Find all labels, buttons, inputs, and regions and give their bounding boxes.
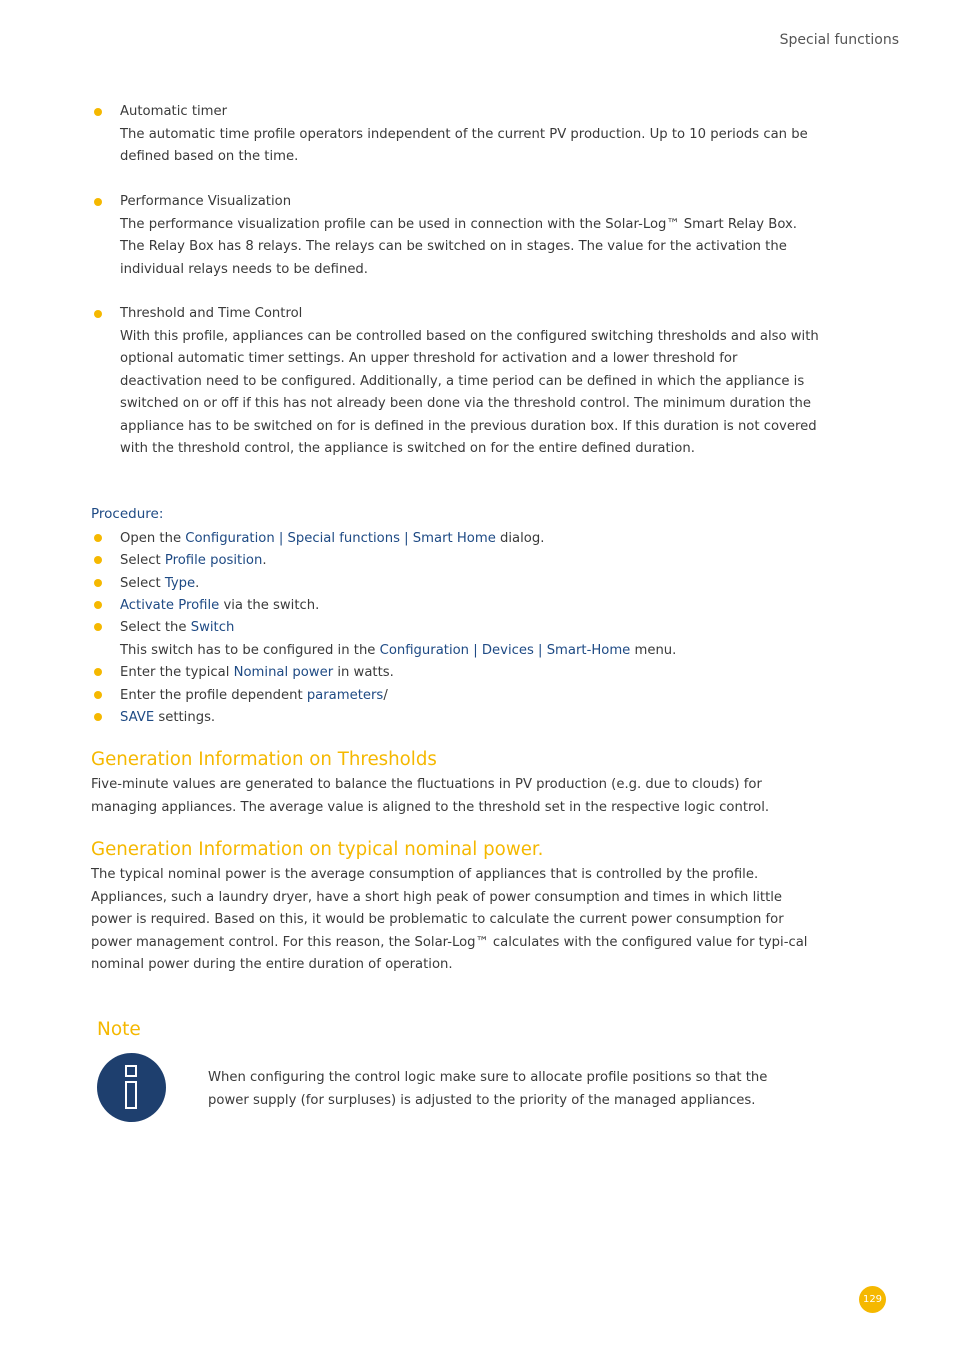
link-save[interactable]: SAVE <box>120 710 155 725</box>
heading-thresholds: Generation Information on Thresholds <box>91 749 437 770</box>
bullet-icon <box>94 713 102 721</box>
menu-separator: | <box>274 531 288 546</box>
step-text: Enter the profile dependent <box>120 688 307 703</box>
procedure-step-3 <box>120 575 199 593</box>
profile-title-threshold-time-control: Threshold and Time Control <box>120 306 303 321</box>
menu-link-smart-home[interactable]: Smart Home <box>412 531 496 546</box>
info-icon-dot <box>125 1065 137 1077</box>
profile-text-threshold-time-control: With this profile, appliances can be controlled based on the configured switching thresholds and also with optional automatic timer settings. An upper threshold for activation and a lower threshold for deactivation need to be configured. Additionally, a time period can be defined in which the appliance is switched on or off if this has not already been done via the threshold control. The minimum duration the appliance has to be switched on for is defined in the previous duration box. If this duration is not covered with the threshold control, the appliance is switched on for the entire defined duration. <box>120 329 819 457</box>
step-text: Select <box>120 576 165 591</box>
step-text: . <box>262 553 267 568</box>
bullet-icon <box>94 668 102 676</box>
note-text: When configuring the control logic make sure to allocate profile positions so that the power supply (for surpluses) is adjusted to the priority of the managed appliances. <box>208 1070 768 1108</box>
link-switch[interactable]: Switch <box>190 620 235 635</box>
nominal-power-text: The typical nominal power is the average consumption of appliances that is controlled by the profile. Appliances, such a laundry dryer, have a short high peak of power consumption and times in which little power is required. Based on this, it would be problematic to calculate the current power consumption for power management control. For this reason, the Solar-Log™ calculates with the configured value for typi-cal nominal power during the entire duration of operation. <box>91 867 808 972</box>
bullet-icon <box>94 310 102 318</box>
procedure-step-1 <box>120 530 544 548</box>
menu-separator: | <box>533 643 547 658</box>
procedure-step-4 <box>120 597 319 615</box>
menu-link-configuration[interactable]: Configuration <box>185 531 275 546</box>
note-title: Note <box>97 1019 141 1040</box>
profile-text-automatic-timer: The automatic time profile operators independent of the current PV production. Up to 10 periods can be defined based on the time. <box>120 127 808 165</box>
menu-link-configuration[interactable]: Configuration <box>379 643 470 658</box>
step-text: . <box>195 576 200 591</box>
bullet-icon <box>94 556 102 564</box>
bullet-icon <box>94 579 102 587</box>
menu-link-devices[interactable]: Devices <box>481 643 534 658</box>
info-icon <box>97 1053 166 1122</box>
link-profile-position[interactable]: Profile position <box>164 553 263 568</box>
menu-separator: | <box>399 531 413 546</box>
procedure-label: Procedure: <box>91 506 164 522</box>
step-text: in watts. <box>333 665 394 680</box>
step-text: Select <box>120 553 165 568</box>
heading-nominal-power: Generation Information on typical nominal power. <box>91 839 544 860</box>
page-number: 129 <box>859 1286 886 1313</box>
info-icon-bar <box>125 1081 137 1109</box>
step-text: This switch has to be configured in the <box>120 643 380 658</box>
menu-link-special-functions[interactable]: Special functions <box>287 531 400 546</box>
procedure-step-5 <box>120 619 234 637</box>
menu-separator: | <box>469 643 482 658</box>
bullet-icon <box>94 623 102 631</box>
procedure-step-2 <box>120 552 267 570</box>
step-text: via the switch. <box>219 598 320 613</box>
procedure-step-7 <box>120 687 388 705</box>
step-text: menu. <box>630 643 677 658</box>
bullet-icon <box>94 108 102 116</box>
bullet-icon <box>94 601 102 609</box>
bullet-icon <box>94 534 102 542</box>
running-header: Special functions <box>779 32 899 48</box>
procedure-step-8 <box>120 709 215 727</box>
step-text: / <box>383 688 388 703</box>
step-text: Enter the typical <box>120 665 234 680</box>
step-text: dialog. <box>495 531 545 546</box>
profile-title-performance-visualization: Performance Visualization <box>120 194 292 209</box>
bullet-icon <box>94 691 102 699</box>
link-nominal-power[interactable]: Nominal power <box>233 665 334 680</box>
link-parameters[interactable]: parameters <box>306 688 384 703</box>
profile-title-automatic-timer: Automatic timer <box>120 104 228 119</box>
procedure-step-6 <box>120 664 394 682</box>
step-text: Open the <box>120 531 186 546</box>
bullet-icon <box>94 198 102 206</box>
link-type[interactable]: Type <box>164 576 196 591</box>
procedure-step-5-note <box>120 642 676 660</box>
profile-text-performance-visualization: The performance visualization profile can be used in connection with the Solar-Log™ Smart Relay Box. The Relay Box has 8 relays. The relays can be switched on in stages. The value for the activation the individual relays needs to be defined. <box>120 217 797 277</box>
menu-link-smart-home[interactable]: Smart-Home <box>546 643 631 658</box>
thresholds-text: Five-minute values are generated to balance the fluctuations in PV production (e.g. due to clouds) for managing appliances. The average value is aligned to the threshold set in the respective logic control. <box>91 777 770 815</box>
step-text: Select the <box>120 620 191 635</box>
link-activate-profile[interactable]: Activate Profile <box>120 598 220 613</box>
step-text: settings. <box>154 710 216 725</box>
